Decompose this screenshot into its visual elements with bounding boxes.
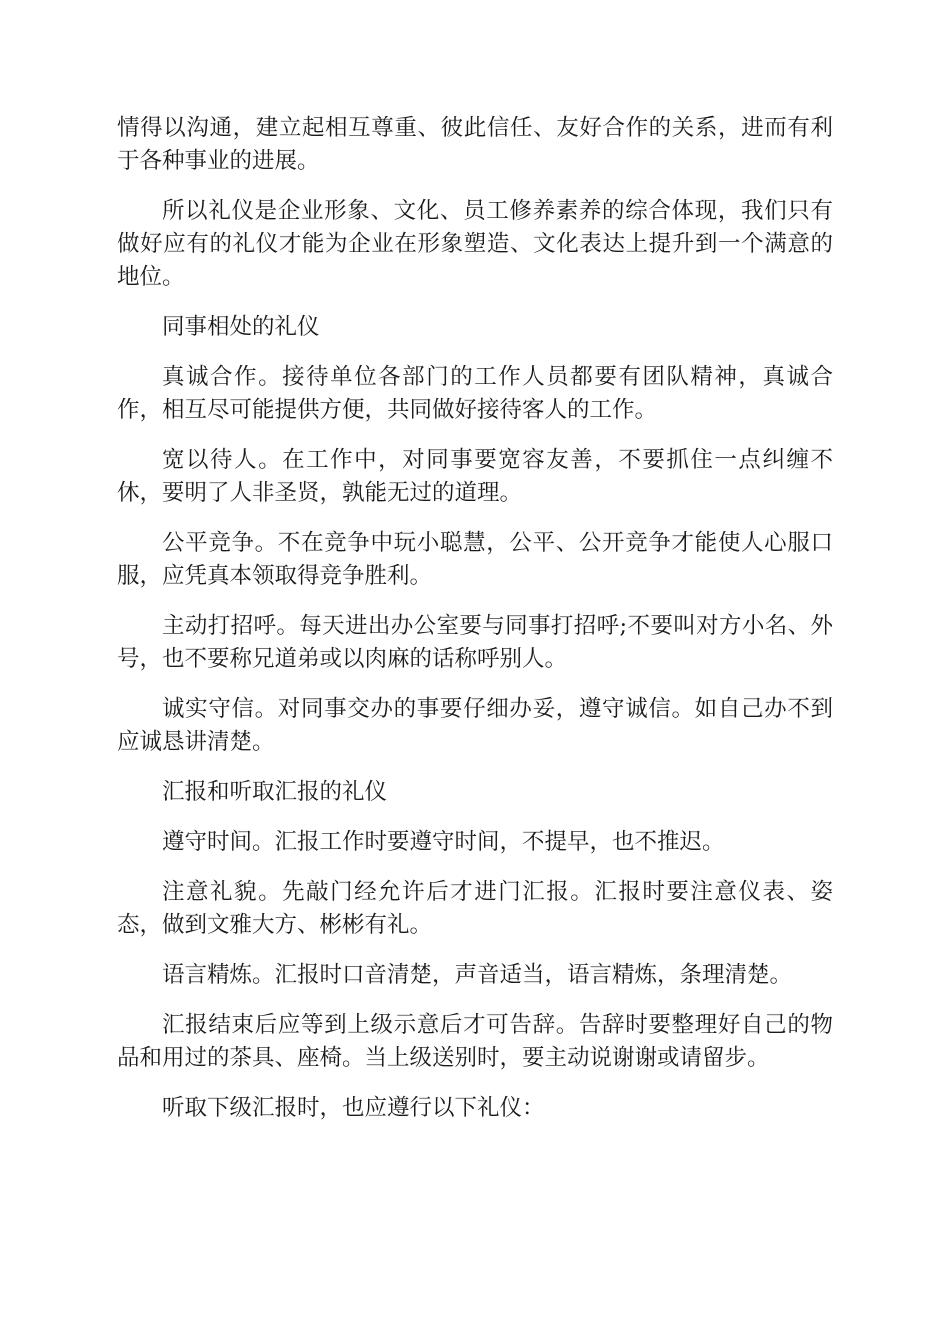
paragraph: 情得以沟通，建立起相互尊重、彼此信任、友好合作的关系，进而有利于各种事业的进展。 <box>117 115 833 174</box>
paragraph: 听取下级汇报时，也应遵行以下礼仪： <box>162 1095 545 1121</box>
paragraph: 公平竞争。不在竞争中玩小聪慧，公平、公开竞争才能使人心服口服，应凭真本领取得竞争胜利。 <box>117 530 833 589</box>
paragraph: 真诚合作。接待单位各部门的工作人员都要有团队精神，真诚合作，相互尽可能提供方便，共同做好接待客人的工作。 <box>117 364 833 423</box>
paragraph: 诚实守信。对同事交办的事要仔细办妥，遵守诚信。如自己办不到应诚恳讲清楚。 <box>117 696 833 755</box>
paragraph: 遵守时间。汇报工作时要遵守时间，不提早，也不推迟。 <box>162 829 725 855</box>
document-body <box>117 112 833 1142</box>
paragraph: 宽以待人。在工作中，对同事要宽容友善，不要抓住一点纠缠不休，要明了人非圣贤，孰能无过的道理。 <box>117 447 833 506</box>
paragraph: 所以礼仪是企业形象、文化、员工修养素养的综合体现，我们只有做好应有的礼仪才能为企业在形象塑造、文化表达上提升到一个满意的地位。 <box>117 198 833 290</box>
paragraph: 注意礼貌。先敲门经允许后才进门汇报。汇报时要注意仪表、姿态，做到文雅大方、彬彬有礼。 <box>117 879 833 938</box>
paragraph: 语言精炼。汇报时口音清楚，声音适当，语言精炼，条理清楚。 <box>162 962 793 988</box>
paragraph: 汇报结束后应等到上级示意后才可告辞。告辞时要整理好自己的物品和用过的茶具、座椅。当上级送别时，要主动说谢谢或请留步。 <box>117 1012 833 1071</box>
section-heading: 同事相处的礼仪 <box>162 314 320 340</box>
paragraph: 主动打招呼。每天进出办公室要与同事打招呼;不要叫对方小名、外号，也不要称兄道弟或以肉麻的话称呼别人。 <box>117 613 833 672</box>
section-heading: 汇报和听取汇报的礼仪 <box>162 779 388 805</box>
